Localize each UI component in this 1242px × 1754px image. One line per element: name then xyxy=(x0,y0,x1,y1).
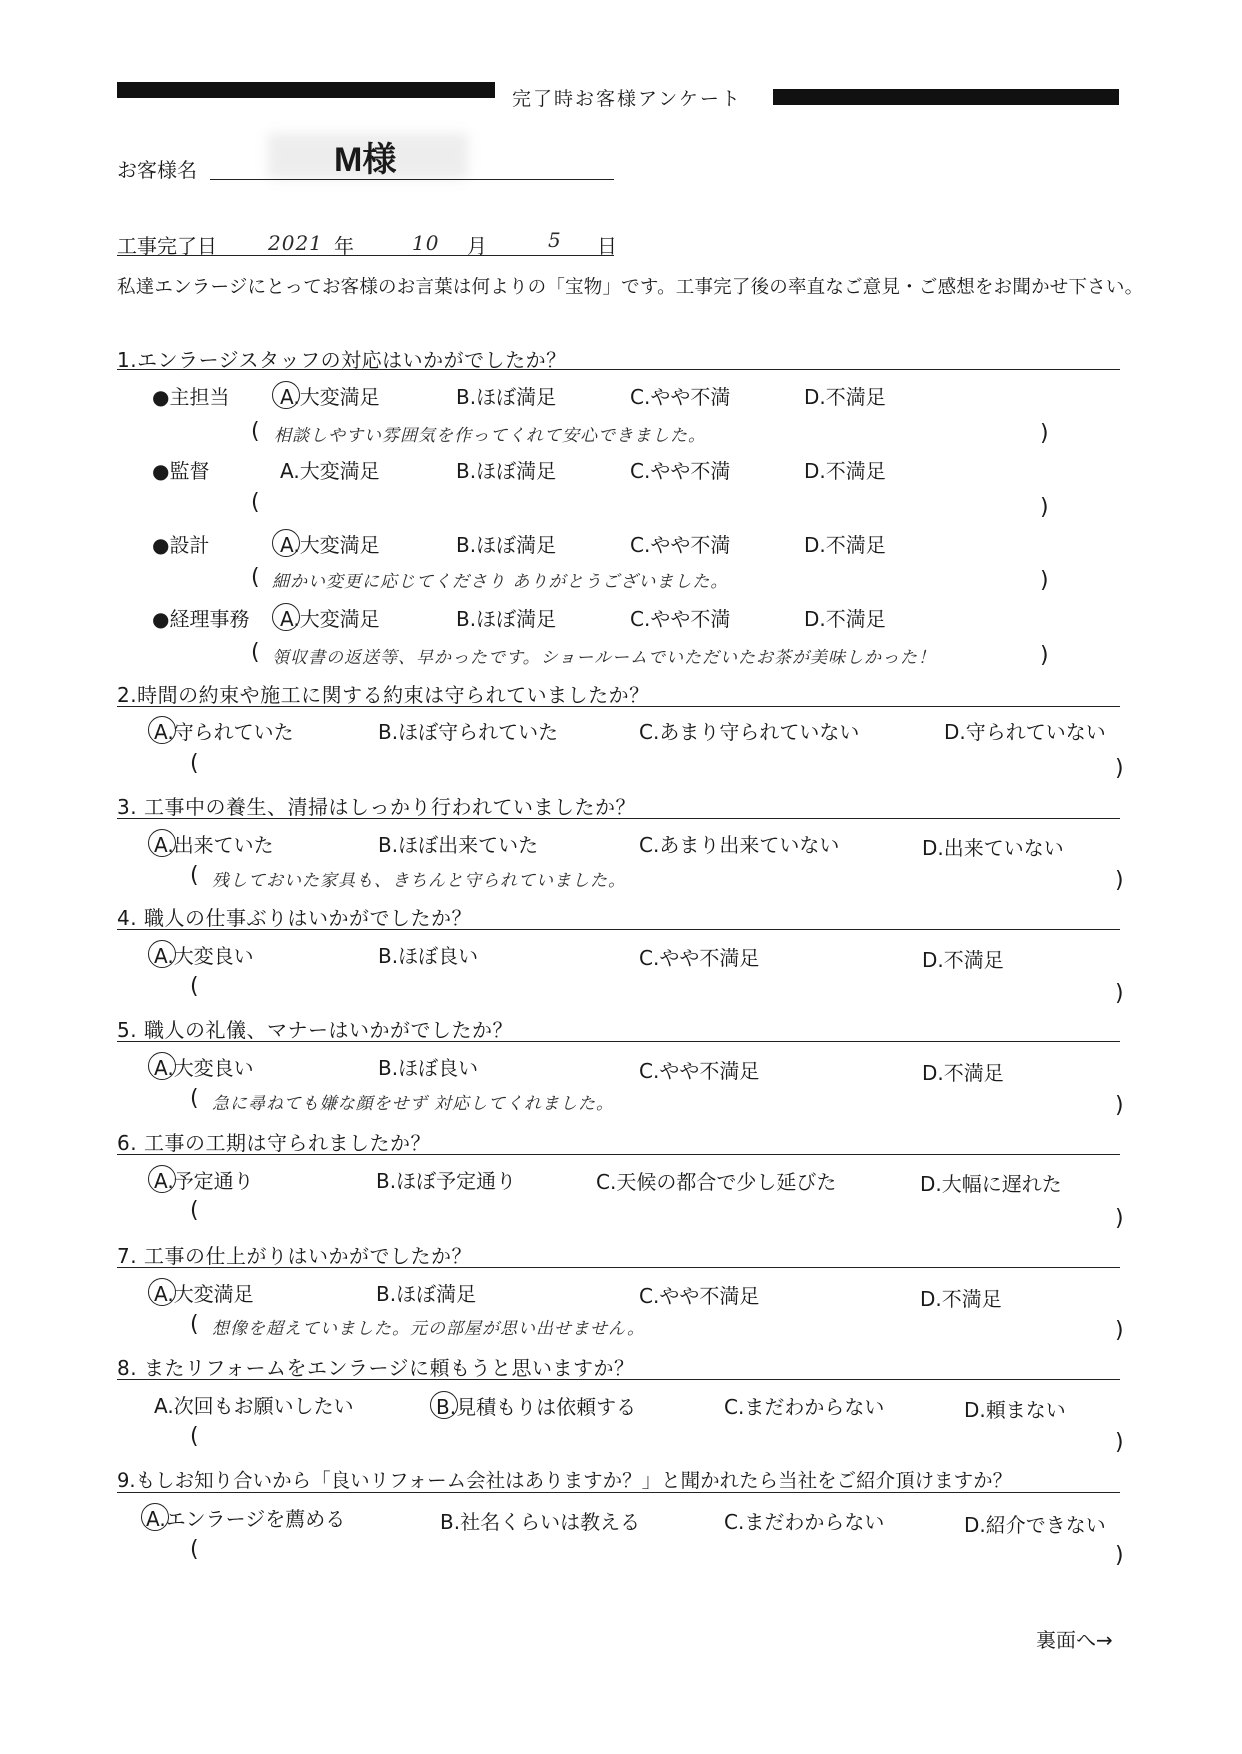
intro-text: 私達エンラージにとってお客様のお言葉は何よりの「宝物」です。工事完了後の率直なご意見・ご感想をお聞かせ下さい。 xyxy=(117,277,1144,298)
q1-row-accounting-comment: 領収書の返送等、早かったです。ショールームでいただいたお茶が美味しかった！ xyxy=(272,648,936,668)
paren-close: ) xyxy=(1115,1093,1124,1118)
paren-open: ( xyxy=(251,565,260,590)
selected-circle xyxy=(141,1503,169,1531)
paren-open: ( xyxy=(190,751,199,776)
paren-open: ( xyxy=(190,1198,199,1223)
selected-circle xyxy=(148,1165,176,1193)
q5-option-c: C.やや不満足 xyxy=(639,1059,760,1083)
q1-row-main-label: ●主担当 xyxy=(152,385,230,409)
q5-option-b: B.ほぼ良い xyxy=(378,1056,479,1080)
q8-title: 8. またリフォームをエンラージに頼もうと思いますか？ xyxy=(117,1356,635,1380)
q1-row-supervisor-option-c: C.やや不満 xyxy=(630,459,731,483)
q1-row-accounting-option-a: A.大変満足 xyxy=(280,607,380,631)
q6-title: 6. 工事の工期は守られましたか？ xyxy=(117,1131,431,1155)
q8-option-b: B.見積もりは依頼する xyxy=(436,1395,637,1419)
q2-option-b: B.ほぼ守られていた xyxy=(378,720,559,744)
paren-close: ) xyxy=(1115,756,1124,781)
selected-circle xyxy=(148,1278,176,1306)
q1-row-design-comment: 細かい変更に応じてくださり ありがとうございました。 xyxy=(272,572,729,592)
day-unit: 日 xyxy=(597,234,617,258)
redaction-bar-right xyxy=(773,89,1119,105)
selected-circle xyxy=(272,529,300,557)
q8-underline xyxy=(117,1379,1120,1380)
q9-option-a: A.エンラージを薦める xyxy=(146,1507,346,1531)
q9-underline xyxy=(117,1492,1120,1493)
q3-title: 3. 工事中の養生、清掃はしっかり行われていましたか？ xyxy=(117,795,636,819)
q2-title: 2.時間の約束や施工に関する約束は守られていましたか？ xyxy=(117,683,650,707)
q4-option-b: B.ほぼ良い xyxy=(378,944,479,968)
q8-option-d: D.頼まない xyxy=(964,1398,1066,1422)
q7-option-b: B.ほぼ満足 xyxy=(376,1282,477,1306)
selected-circle xyxy=(430,1391,458,1419)
paren-close: ) xyxy=(1115,1318,1124,1343)
q5-title: 5. 職人の礼儀、マナーはいかがでしたか？ xyxy=(117,1018,513,1042)
q2-underline xyxy=(117,706,1120,707)
q1-row-design-option-d: D.不満足 xyxy=(804,533,886,557)
paren-open: ( xyxy=(190,1086,199,1111)
q9-option-d: D.紹介できない xyxy=(964,1513,1106,1537)
q1-row-accounting-label: ●経理事務 xyxy=(152,607,250,631)
customer-name-label: お客様名 xyxy=(117,158,197,182)
q7-underline xyxy=(117,1267,1120,1268)
q7-option-a: A.大変満足 xyxy=(154,1282,254,1306)
q3-underline xyxy=(117,818,1120,819)
q7-option-c: C.やや不満足 xyxy=(639,1284,760,1308)
selected-circle xyxy=(272,381,300,409)
paren-close: ) xyxy=(1115,1543,1124,1568)
q5-comment: 急に尋ねても嫌な顔をせず 対応してくれました。 xyxy=(212,1094,614,1114)
paren-open: ( xyxy=(190,1312,199,1337)
customer-name-line xyxy=(210,179,614,180)
q1-row-supervisor-option-a: A.大変満足 xyxy=(280,459,380,483)
q1-row-accounting-option-c: C.やや不満 xyxy=(630,607,731,631)
q1-row-main-option-d: D.不満足 xyxy=(804,385,886,409)
q7-title: 7. 工事の仕上がりはいかがでしたか？ xyxy=(117,1244,472,1268)
paren-close: ) xyxy=(1040,568,1049,593)
q6-option-d: D.大幅に遅れた xyxy=(920,1172,1062,1196)
selected-circle xyxy=(148,716,176,744)
paren-open: ( xyxy=(190,974,199,999)
q1-title: 1.エンラージスタッフの対応はいかがでしたか？ xyxy=(117,348,567,372)
q1-row-supervisor-label: ●監督 xyxy=(152,459,210,483)
q1-row-design-option-c: C.やや不満 xyxy=(630,533,731,557)
completion-date-label: 工事完了日 xyxy=(117,234,217,258)
completion-day: 5 xyxy=(548,228,562,252)
q1-row-main-option-a: A.大変満足 xyxy=(280,385,380,409)
q6-option-b: B.ほぼ予定通り xyxy=(376,1169,517,1193)
q1-row-main-option-c: C.やや不満 xyxy=(630,385,731,409)
month-unit: 月 xyxy=(467,234,487,258)
paren-open: ( xyxy=(251,490,260,515)
q3-option-b: B.ほぼ出来ていた xyxy=(378,833,539,857)
q2-option-c: C.あまり守られていない xyxy=(639,720,860,744)
q3-option-d: D.出来ていない xyxy=(922,836,1064,860)
q6-option-a: A.予定通り xyxy=(154,1169,254,1193)
q7-option-d: D.不満足 xyxy=(920,1287,1002,1311)
paren-open: ( xyxy=(190,863,199,888)
q4-title: 4. 職人の仕事ぶりはいかがでしたか？ xyxy=(117,906,472,930)
q1-row-main-comment: 相談しやすい雰囲気を作ってくれて安心できました。 xyxy=(274,426,706,446)
selected-circle xyxy=(272,603,300,631)
q4-option-d: D.不満足 xyxy=(922,948,1004,972)
paren-open: ( xyxy=(251,640,260,665)
customer-name-value: M様 xyxy=(334,141,397,179)
q4-option-a: A.大変良い xyxy=(154,944,254,968)
paren-close: ) xyxy=(1115,981,1124,1006)
completion-date-line xyxy=(117,255,614,256)
q5-option-a: A.大変良い xyxy=(154,1056,254,1080)
q9-option-c: C.まだわからない xyxy=(724,1510,885,1534)
q9-title: 9.もしお知り合いから「良いリフォーム会社はありますか？」と聞かれたら当社をご紹介頂けますか？ xyxy=(117,1469,1013,1492)
q6-underline xyxy=(117,1154,1120,1155)
q1-row-main-option-b: B.ほぼ満足 xyxy=(456,385,557,409)
q1-row-design-option-b: B.ほぼ満足 xyxy=(456,533,557,557)
completion-month: 10 xyxy=(412,231,440,255)
redaction-bar-left xyxy=(117,82,495,98)
year-unit: 年 xyxy=(334,234,354,258)
paren-close: ) xyxy=(1040,643,1049,668)
q4-option-c: C.やや不満足 xyxy=(639,946,760,970)
q6-option-c: C.天候の都合で少し延びた xyxy=(596,1170,837,1194)
q5-underline xyxy=(117,1041,1120,1042)
paren-close: ) xyxy=(1115,1430,1124,1455)
paren-open: ( xyxy=(190,1537,199,1562)
paren-close: ) xyxy=(1040,421,1049,446)
paren-open: ( xyxy=(190,1424,199,1449)
selected-circle xyxy=(148,1052,176,1080)
completion-year: 2021 xyxy=(268,231,323,255)
q1-row-supervisor-option-b: B.ほぼ満足 xyxy=(456,459,557,483)
paren-close: ) xyxy=(1115,868,1124,893)
q1-row-design-option-a: A.大変満足 xyxy=(280,533,380,557)
q2-option-d: D.守られていない xyxy=(944,720,1106,744)
q1-row-accounting-option-b: B.ほぼ満足 xyxy=(456,607,557,631)
q3-option-c: C.あまり出来ていない xyxy=(639,833,840,857)
paren-close: ) xyxy=(1115,1206,1124,1231)
paren-close: ) xyxy=(1040,495,1049,520)
q5-option-d: D.不満足 xyxy=(922,1061,1004,1085)
q1-row-accounting-option-d: D.不満足 xyxy=(804,607,886,631)
q3-option-a: A.出来ていた xyxy=(154,833,274,857)
q4-underline xyxy=(117,929,1120,930)
q7-comment: 想像を超えていました。元の部屋が思い出せません。 xyxy=(212,1319,646,1339)
q1-row-supervisor-option-d: D.不満足 xyxy=(804,459,886,483)
q8-option-c: C.まだわからない xyxy=(724,1395,885,1419)
page-title: 完了時お客様アンケート xyxy=(512,88,742,110)
selected-circle xyxy=(148,940,176,968)
paren-open: ( xyxy=(251,419,260,444)
next-page-note: 裏面へ→ xyxy=(1036,1628,1113,1652)
q9-option-b: B.社名くらいは教える xyxy=(440,1510,641,1534)
selected-circle xyxy=(148,829,176,857)
q8-option-a: A.次回もお願いしたい xyxy=(154,1394,354,1418)
q1-row-design-label: ●設計 xyxy=(152,533,210,557)
q3-comment: 残しておいた家具も、きちんと守られていました。 xyxy=(212,871,626,891)
q2-option-a: A.守られていた xyxy=(154,720,294,744)
q1-underline xyxy=(117,369,1120,370)
